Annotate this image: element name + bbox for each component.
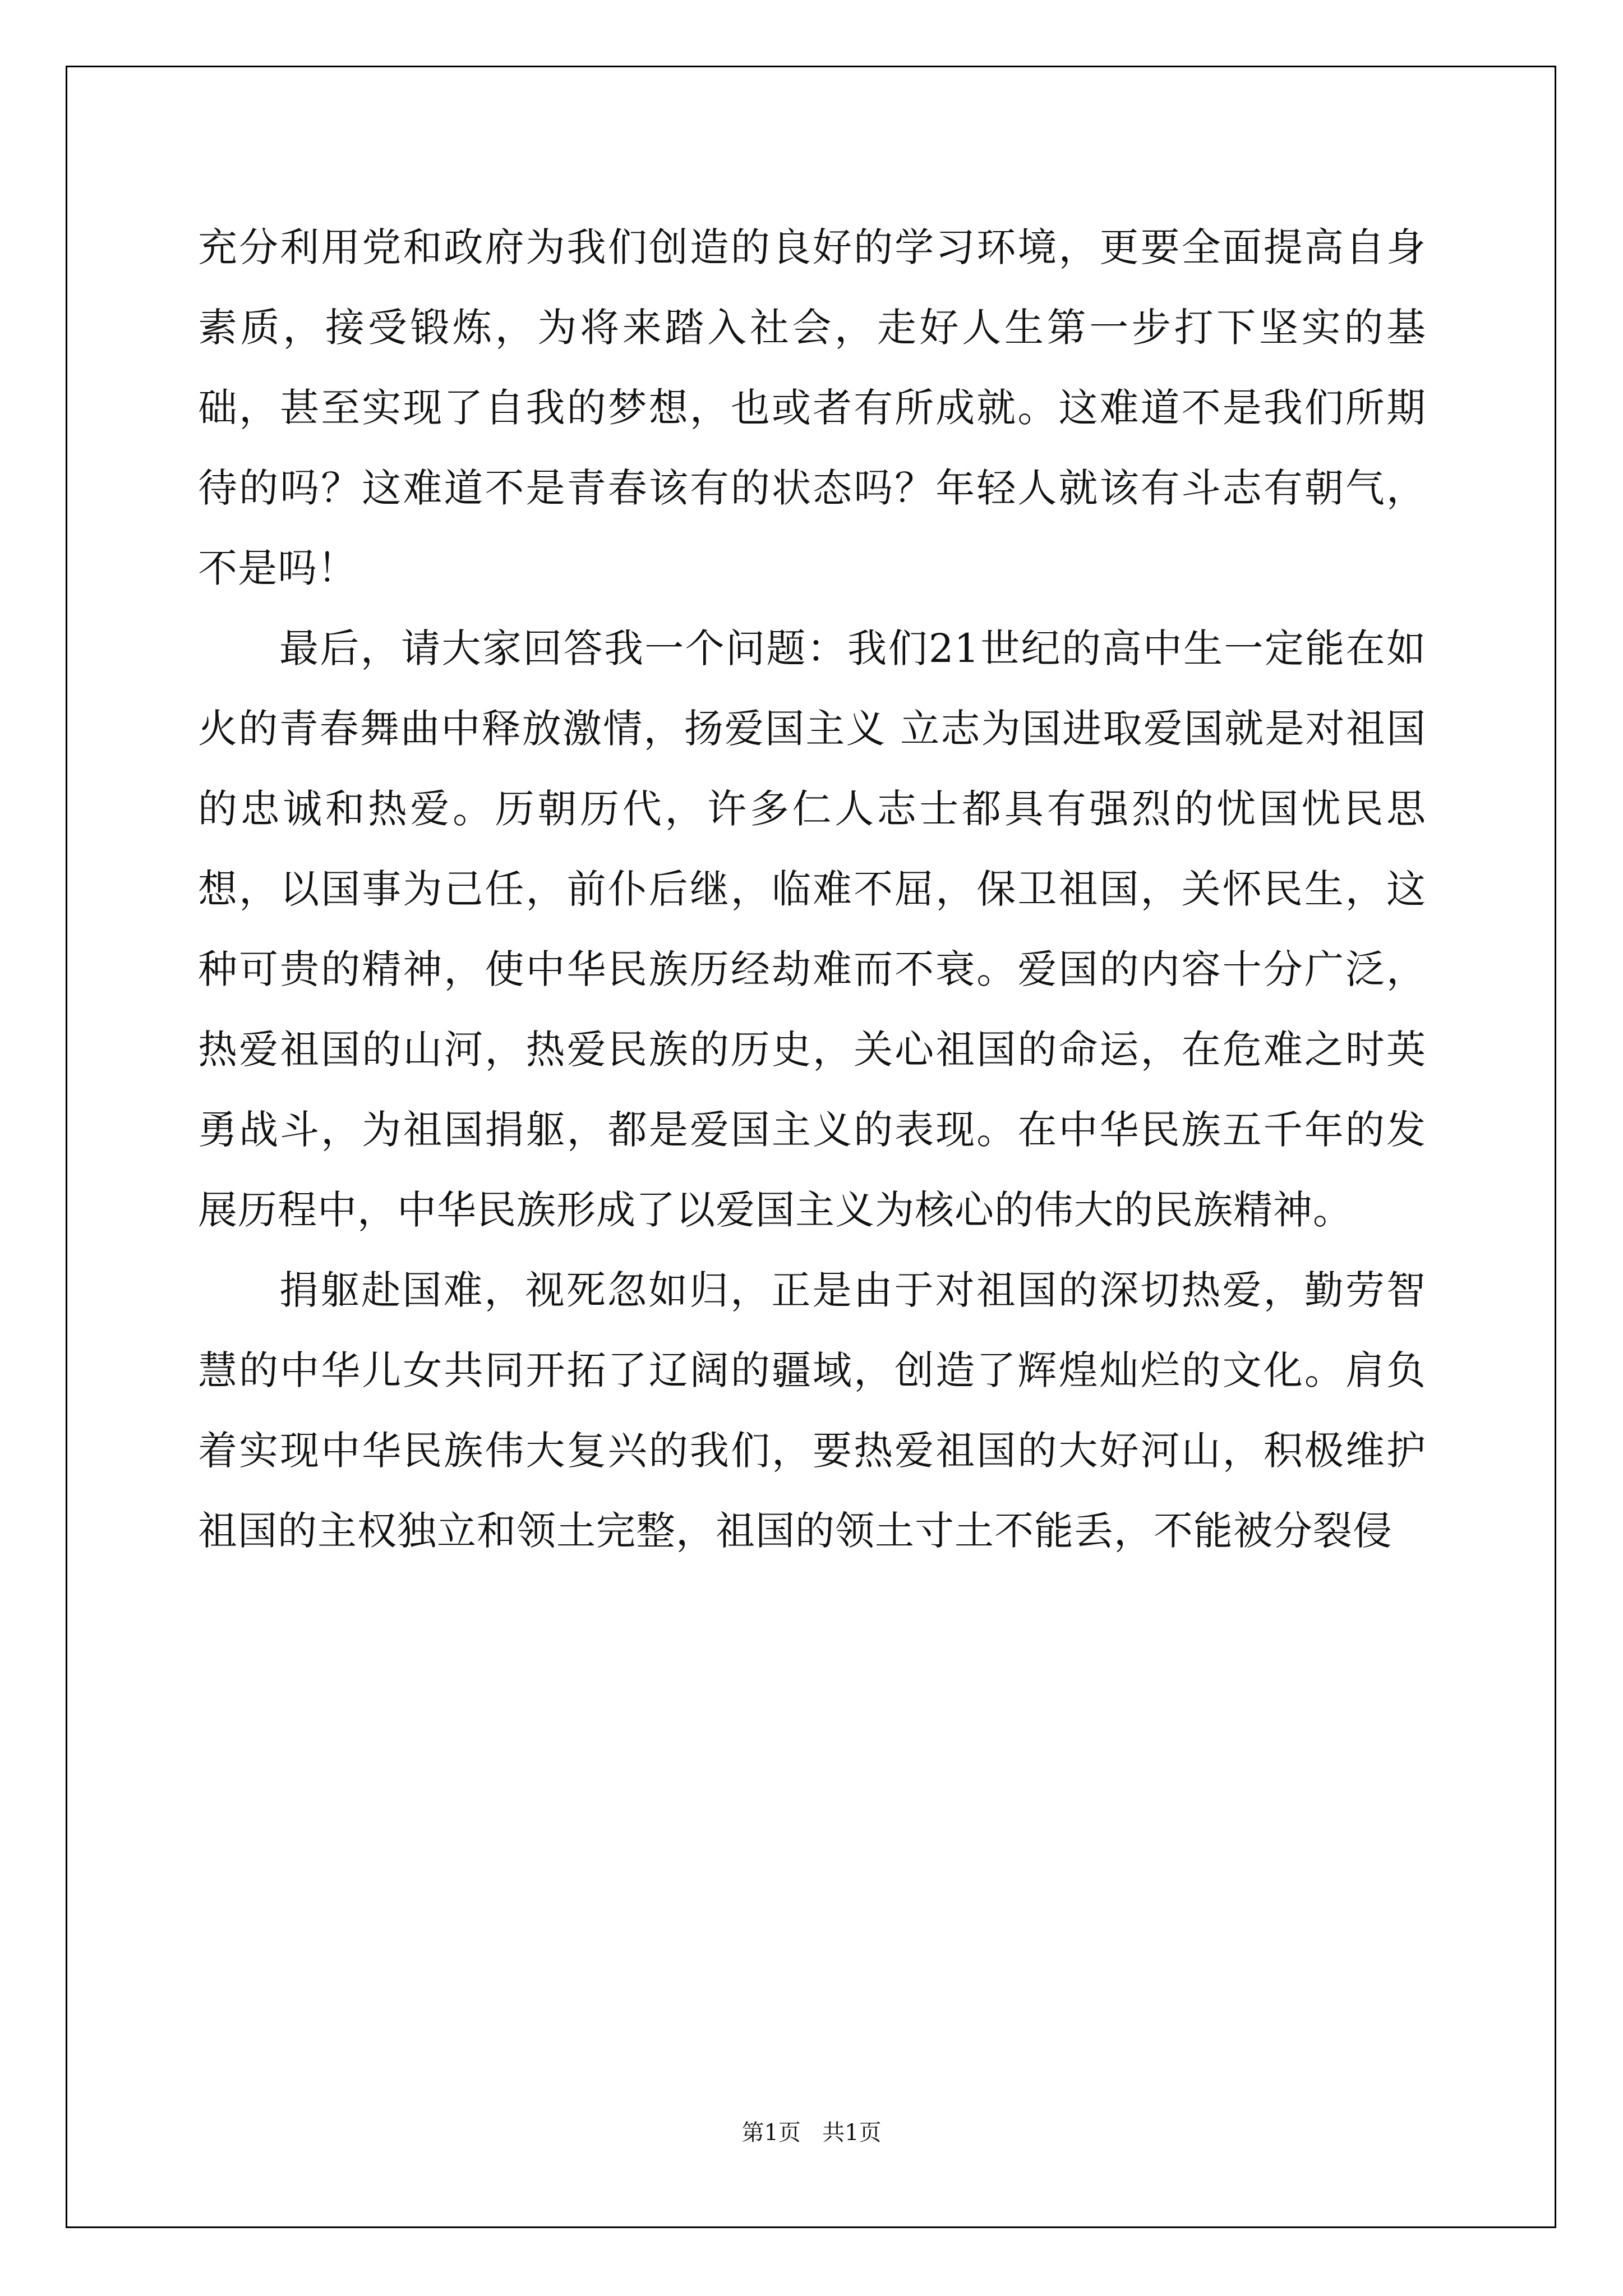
page-number: 第1页 [741, 2120, 801, 2146]
document-body [198, 208, 1426, 1571]
page-total: 共1页 [822, 2120, 882, 2146]
paragraph-1: 充分利用党和政府为我们创造的良好的学习环境，更要全面提高自身素质，接受锻炼，为将来踏入社会，走好人生第一步打下坚实的基础，甚至实现了自我的梦想，也或者有所成就。这难道不是我们所期待的吗？这难道不是青春该有的状态吗？年轻人就该有斗志有朝气，不是吗！ [198, 224, 1426, 591]
paragraph-2: 最后，请大家回答我一个问题：我们21世纪的高中生一定能在如火的青春舞曲中释放激情，扬爱国主义 立志为国进取爱国就是对祖国的忠诚和热爱。历朝历代，许多仁人志士都具有强烈的忧国忧民思想，以国事为己任，前仆后继，临难不屈，保卫祖国，关怀民生，这种可贵的精神，使中华民族历经劫难而不衰。爱国的内容十分广泛，热爱祖国的山河，热爱民族的历史，关心祖国的命运，在危难之时英勇战斗，为祖国捐躯，都是爱国主义的表现。在中华民族五千年的发展历程中，中华民族形成了以爱国主义为核心的伟大的民族精神。 [198, 625, 1426, 1233]
page-footer [0, 2115, 1623, 2147]
paragraph-3: 捐躯赴国难，视死忽如归，正是由于对祖国的深切热爱，勤劳智慧的中华儿女共同开拓了辽阔的疆域，创造了辉煌灿烂的文化。肩负着实现中华民族伟大复兴的我们，要热爱祖国的大好河山，积极维护祖国的主权独立和领土完整，祖国的领土寸土不能丢，不能被分裂侵 [198, 1267, 1426, 1554]
